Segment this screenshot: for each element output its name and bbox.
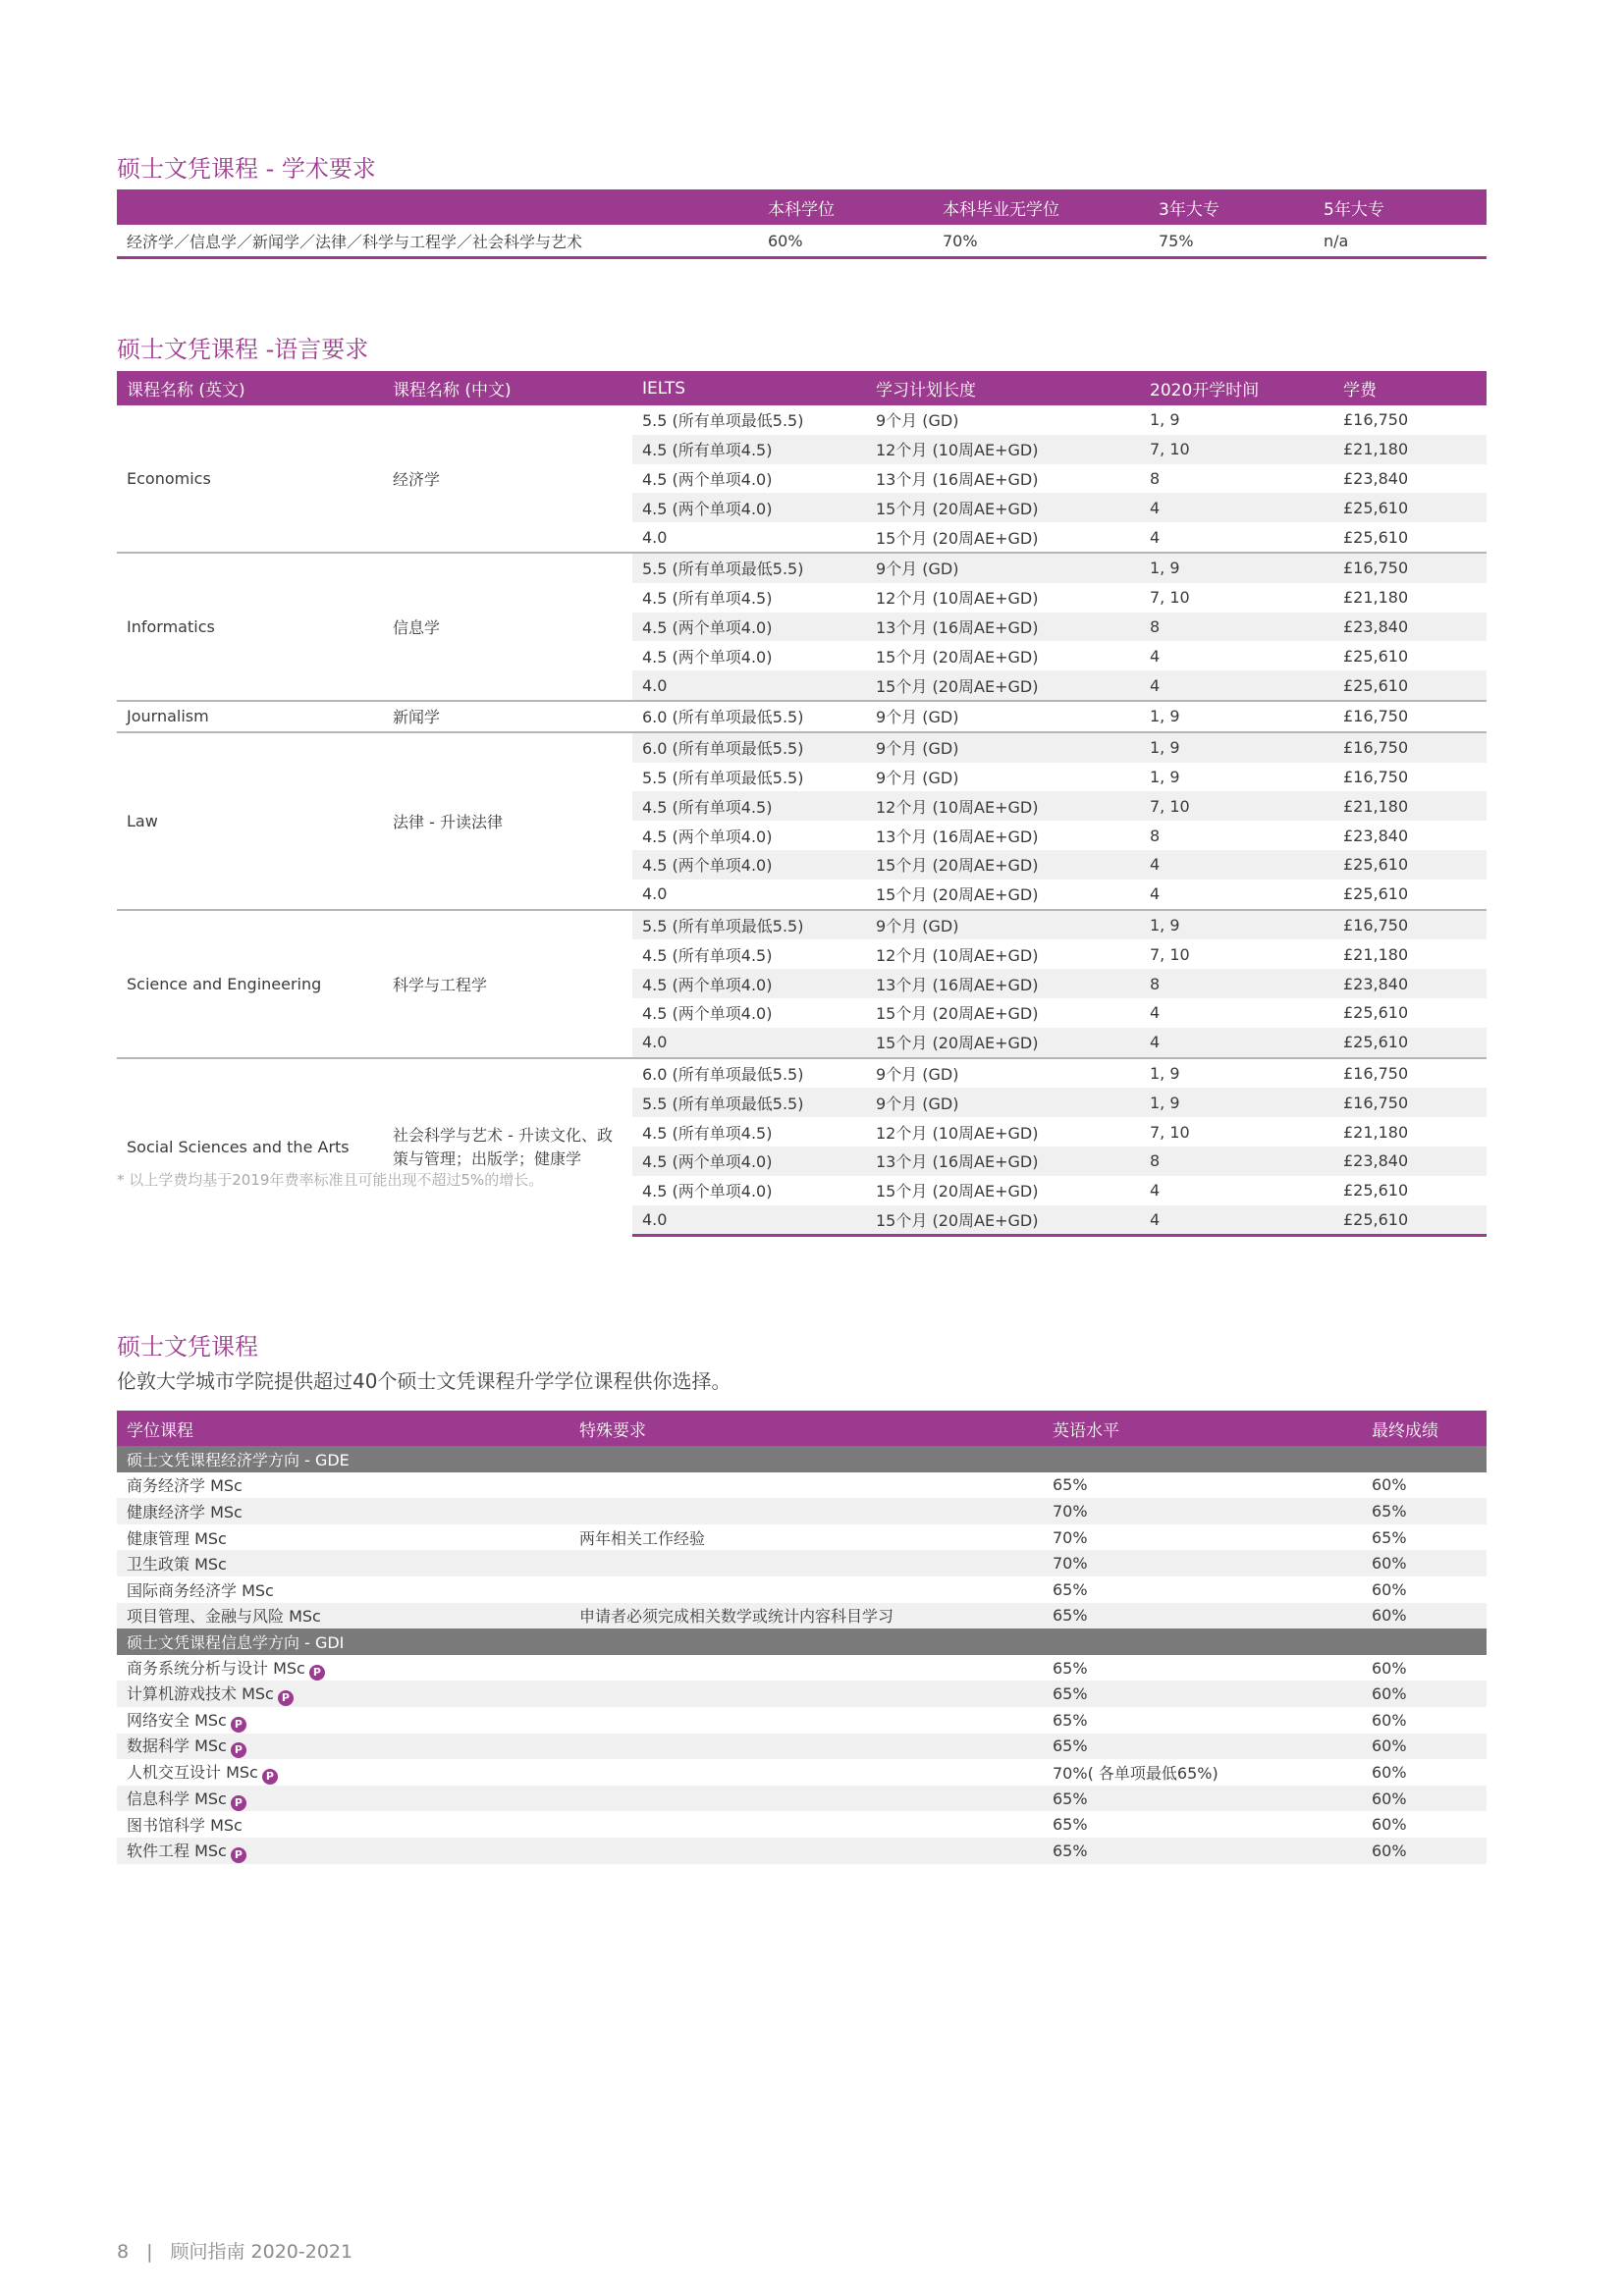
intake-cell: 7, 10 (1140, 791, 1333, 821)
duration-cell: 15个月 (20周AE+GD) (876, 1004, 1039, 1024)
duration-cell: 9个月 (GD) (866, 553, 1140, 583)
fee-cell: £16,750 (1343, 767, 1409, 786)
duration-cell: 9个月 (GD) (876, 768, 959, 787)
duration-cell: 12个月 (10周AE+GD) (876, 945, 1039, 965)
duration-cell: 9个月 (GD) (866, 732, 1140, 763)
p-badge-icon: P (309, 1665, 325, 1681)
language-row (117, 732, 1487, 763)
footer-separator: | (146, 2241, 153, 2263)
academic-cell: 75% (1149, 225, 1314, 258)
ielts-cell: 4.5 (两个单项4.0) (642, 1004, 773, 1024)
duration-cell: 12个月 (10周AE+GD) (876, 1123, 1039, 1143)
p-badge-icon: P (231, 1795, 246, 1811)
language-row (117, 553, 1487, 583)
duration-cell: 15个月 (20周AE+GD) (876, 647, 1039, 667)
program-name: 国际商务经济学 MSc (127, 1580, 274, 1600)
special-requirement-cell (569, 1811, 1043, 1838)
special-requirement-cell (569, 1759, 1043, 1786)
intake-cell: 4 (1140, 493, 1333, 522)
intake-cell: 1, 9 (1140, 701, 1333, 732)
final-grade-cell: 60% (1362, 1550, 1487, 1576)
special-requirement-cell (569, 1681, 1043, 1707)
ielts-cell: 4.5 (两个单项4.0) (632, 1147, 866, 1176)
special-requirement-cell (569, 1838, 1043, 1864)
fee-cell: £25,610 (1333, 1205, 1487, 1236)
program-row (117, 1681, 1487, 1707)
ielts-cell: 4.5 (所有单项4.5) (632, 791, 866, 821)
fee-cell: £25,610 (1343, 527, 1409, 547)
course-name-zh: 法律 - 升读法律 (383, 732, 632, 910)
fee-cell: £21,180 (1343, 588, 1409, 608)
duration-cell: 9个月 (GD) (866, 701, 1140, 732)
ielts-cell: 6.0 (所有单项最低5.5) (632, 732, 866, 763)
final-grade-cell: 60% (1372, 1475, 1407, 1495)
fee-cell: £21,180 (1343, 1122, 1409, 1142)
special-requirement-cell (569, 1786, 1043, 1812)
programs-table (117, 1411, 1487, 1864)
english-level-cell: 65% (1043, 1734, 1362, 1760)
ielts-cell: 4.5 (两个单项4.0) (642, 647, 773, 667)
intake-cell: 4 (1150, 1003, 1161, 1023)
program-name: 数据科学 MSc (127, 1736, 227, 1756)
fee-cell: £25,610 (1333, 493, 1487, 522)
program-name-cell (117, 1759, 569, 1786)
ielts-cell: 5.5 (所有单项最低5.5) (632, 910, 866, 940)
special-requirement-cell: 两年相关工作经验 (579, 1528, 706, 1548)
duration-cell: 9个月 (GD) (866, 1058, 1140, 1089)
ielts-cell: 4.5 (两个单项4.0) (632, 613, 866, 642)
english-level-cell: 65% (1053, 1579, 1088, 1599)
program-name-cell (117, 1576, 569, 1603)
course-name-zh: 科学与工程学 (383, 910, 632, 1058)
fee-cell: £16,750 (1333, 1058, 1487, 1089)
intake-cell: 1, 9 (1140, 910, 1333, 940)
course-name-zh: 信息学 (383, 553, 632, 701)
language-row (117, 1058, 1487, 1089)
academic-cell: n/a (1314, 225, 1487, 258)
ielts-cell: 4.0 (642, 527, 668, 547)
english-level-cell: 70% (1043, 1498, 1362, 1524)
program-name-cell (117, 1603, 569, 1629)
intake-cell: 8 (1140, 969, 1333, 998)
final-grade-cell: 65% (1372, 1527, 1407, 1547)
tuition-footnote: * 以上学费均基于2019年费率标准且可能出现不超过5%的增长。 (117, 1171, 544, 1189)
ielts-cell: 4.5 (两个单项4.0) (632, 850, 866, 880)
language-requirements-table (117, 371, 1487, 1237)
english-level-cell: 65% (1053, 1475, 1088, 1495)
course-name-en: Economics (117, 405, 383, 553)
program-name: 图书馆科学 MSc (127, 1816, 243, 1836)
ielts-cell: 5.5 (所有单项最低5.5) (632, 553, 866, 583)
english-level-cell: 65% (1043, 1681, 1362, 1707)
intake-cell: 4 (1140, 1205, 1333, 1236)
program-name-cell (117, 1811, 569, 1838)
duration-cell: 15个月 (20周AE+GD) (866, 1205, 1140, 1236)
intake-cell: 7, 10 (1140, 435, 1333, 464)
fee-cell: £16,750 (1333, 1088, 1487, 1117)
ielts-cell: 4.0 (642, 884, 668, 904)
p-badge-icon: P (262, 1769, 278, 1785)
fee-cell: £25,610 (1343, 646, 1409, 666)
duration-cell: 13个月 (16周AE+GD) (876, 827, 1039, 846)
special-requirement-cell (569, 1576, 1043, 1603)
ielts-cell: 4.0 (632, 1205, 866, 1236)
program-name: 软件工程 MSc (127, 1841, 227, 1860)
fee-cell: £25,610 (1343, 1003, 1409, 1023)
final-grade-cell: 60% (1362, 1603, 1487, 1629)
programs-header-cell: 最终成绩 (1362, 1411, 1487, 1446)
intake-cell: 8 (1150, 468, 1161, 488)
ielts-cell: 6.0 (所有单项最低5.5) (632, 1058, 866, 1089)
ielts-cell: 5.5 (所有单项最低5.5) (642, 411, 804, 431)
program-row (117, 1576, 1487, 1603)
duration-cell: 15个月 (20周AE+GD) (876, 1182, 1039, 1201)
program-name: 卫生政策 MSc (127, 1555, 227, 1575)
ielts-cell: 4.0 (632, 1028, 866, 1058)
program-name: 商务经济学 MSc (127, 1476, 243, 1496)
final-grade-cell: 60% (1362, 1786, 1487, 1812)
program-name-cell (117, 1498, 569, 1524)
final-grade-cell: 60% (1362, 1838, 1487, 1864)
special-requirement-cell (569, 1472, 1043, 1499)
programs-intro: 伦敦大学城市学院提供超过40个硕士文凭课程升学学位课程供你选择。 (117, 1369, 731, 1393)
intake-cell: 8 (1150, 826, 1161, 845)
language-row (117, 701, 1487, 732)
course-name-en: Science and Engineering (117, 910, 383, 1058)
language-header-cell: 课程名称 (英文) (117, 371, 383, 405)
fee-cell: £16,750 (1333, 553, 1487, 583)
course-name-zh: 社会科学与艺术 - 升读文化、政策与管理；出版学；健康学 (383, 1058, 632, 1236)
academic-cell: 70% (933, 225, 1149, 258)
program-name-cell (117, 1707, 569, 1734)
intake-cell: 4 (1140, 670, 1333, 701)
duration-cell: 13个月 (16周AE+GD) (866, 613, 1140, 642)
english-level-cell: 65% (1043, 1786, 1362, 1812)
special-requirement-cell (569, 1734, 1043, 1760)
fee-cell: £23,840 (1333, 969, 1487, 998)
english-level-cell: 65% (1053, 1710, 1088, 1730)
fee-cell: £23,840 (1333, 1147, 1487, 1176)
ielts-cell: 4.5 (两个单项4.0) (632, 493, 866, 522)
program-row (117, 1786, 1487, 1812)
program-name-cell (117, 1786, 569, 1812)
intake-cell: 4 (1150, 527, 1161, 547)
academic-requirements-table (117, 189, 1487, 259)
intake-cell: 7, 10 (1150, 588, 1190, 608)
ielts-cell: 4.5 (所有单项4.5) (632, 435, 866, 464)
ielts-cell: 5.5 (所有单项最低5.5) (642, 768, 804, 787)
duration-cell: 15个月 (20周AE+GD) (866, 670, 1140, 701)
english-level-cell: 65% (1053, 1658, 1088, 1678)
academic-cell: 经济学／信息学／新闻学／法律／科学与工程学／社会科学与艺术 (117, 225, 758, 258)
fee-cell: £21,180 (1333, 791, 1487, 821)
final-grade-cell: 60% (1362, 1734, 1487, 1760)
p-badge-icon: P (278, 1690, 294, 1706)
program-name-cell (117, 1655, 569, 1682)
final-grade-cell: 60% (1372, 1658, 1407, 1678)
fee-cell: £16,750 (1333, 910, 1487, 940)
program-row (117, 1707, 1487, 1734)
intake-cell: 1, 9 (1140, 553, 1333, 583)
intake-cell: 1, 9 (1140, 1058, 1333, 1089)
program-category-row (117, 1446, 1487, 1472)
intake-cell: 8 (1140, 1147, 1333, 1176)
english-level-cell: 70% (1043, 1550, 1362, 1576)
program-name: 信息科学 MSc (127, 1789, 227, 1808)
duration-cell: 12个月 (10周AE+GD) (866, 791, 1140, 821)
program-row (117, 1655, 1487, 1682)
course-name-zh: 新闻学 (383, 701, 632, 732)
program-row (117, 1498, 1487, 1524)
ielts-cell: 4.5 (两个单项4.0) (642, 827, 773, 846)
fee-cell: £16,750 (1333, 732, 1487, 763)
intake-cell: 4 (1150, 884, 1161, 904)
programs-header-cell: 英语水平 (1043, 1411, 1362, 1446)
program-name-cell (117, 1524, 569, 1551)
ielts-cell: 6.0 (所有单项最低5.5) (632, 701, 866, 732)
duration-cell: 15个月 (20周AE+GD) (866, 493, 1140, 522)
fee-cell: £25,610 (1333, 850, 1487, 880)
page-footer (117, 2237, 352, 2264)
final-grade-cell: 60% (1372, 1579, 1407, 1599)
english-level-cell: 65% (1043, 1603, 1362, 1629)
english-level-cell: 65% (1053, 1815, 1088, 1835)
program-name-cell (117, 1472, 569, 1499)
program-row (117, 1524, 1487, 1551)
special-requirement-cell (569, 1655, 1043, 1682)
academic-header-cell: 本科毕业无学位 (933, 189, 1149, 225)
language-header-cell: 学费 (1333, 371, 1487, 405)
program-row (117, 1734, 1487, 1760)
intake-cell: 4 (1140, 1028, 1333, 1058)
final-grade-cell: 65% (1362, 1498, 1487, 1524)
ielts-cell: 4.5 (两个单项4.0) (642, 1182, 773, 1201)
ielts-cell: 4.5 (两个单项4.0) (642, 469, 773, 489)
fee-cell: £23,840 (1343, 468, 1409, 488)
course-name-en: Law (117, 732, 383, 910)
language-row (117, 910, 1487, 940)
language-header-cell: 2020开学时间 (1140, 371, 1333, 405)
fee-cell: £21,180 (1343, 944, 1409, 964)
program-name: 项目管理、金融与风险 MSc (127, 1607, 321, 1627)
duration-cell: 12个月 (10周AE+GD) (866, 435, 1140, 464)
course-name-zh: 经济学 (383, 405, 632, 553)
duration-cell: 15个月 (20周AE+GD) (866, 850, 1140, 880)
ielts-cell: 5.5 (所有单项最低5.5) (632, 1088, 866, 1117)
duration-cell: 15个月 (20周AE+GD) (876, 528, 1039, 548)
program-name: 健康管理 MSc (127, 1528, 227, 1548)
ielts-cell: 4.0 (632, 670, 866, 701)
duration-cell: 9个月 (GD) (866, 910, 1140, 940)
program-row (117, 1838, 1487, 1864)
course-name-en: Social Sciences and the Arts (117, 1058, 383, 1236)
program-name-cell (117, 1734, 569, 1760)
language-header-cell: 课程名称 (中文) (383, 371, 632, 405)
special-requirement-cell (569, 1498, 1043, 1524)
program-row (117, 1472, 1487, 1499)
ielts-cell: 4.5 (所有单项4.5) (642, 589, 773, 609)
language-row (117, 405, 1487, 435)
program-name-cell (117, 1681, 569, 1707)
duration-cell: 13个月 (16周AE+GD) (876, 469, 1039, 489)
duration-cell: 15个月 (20周AE+GD) (876, 885, 1039, 905)
final-grade-cell: 60% (1372, 1710, 1407, 1730)
final-grade-cell: 60% (1362, 1681, 1487, 1707)
language-header-cell: 学习计划长度 (866, 371, 1140, 405)
duration-cell: 9个月 (GD) (876, 411, 959, 431)
fee-cell: £23,840 (1333, 613, 1487, 642)
fee-cell: £25,610 (1343, 884, 1409, 904)
program-name: 健康经济学 MSc (127, 1502, 243, 1522)
language-header-cell: IELTS (632, 371, 866, 405)
page-number: 8 (117, 2241, 130, 2263)
ielts-cell: 4.5 (所有单项4.5) (642, 945, 773, 965)
program-name-cell (117, 1838, 569, 1864)
program-category-label: 硕士文凭课程经济学方向 - GDE (117, 1446, 1487, 1472)
program-category-row (117, 1629, 1487, 1655)
intake-cell: 4 (1140, 850, 1333, 880)
intake-cell: 1, 9 (1140, 1088, 1333, 1117)
academic-cell: 60% (758, 225, 933, 258)
program-name: 计算机游戏技术 MSc (127, 1684, 274, 1704)
final-grade-cell: 60% (1372, 1815, 1407, 1835)
english-level-cell: 70% (1053, 1527, 1088, 1547)
program-name: 网络安全 MSc (127, 1710, 227, 1730)
academic-requirements-title: 硕士文凭课程 - 学术要求 (117, 155, 376, 183)
program-row (117, 1811, 1487, 1838)
intake-cell: 7, 10 (1150, 1122, 1190, 1142)
fee-cell: £23,840 (1343, 826, 1409, 845)
duration-cell: 9个月 (GD) (866, 1088, 1140, 1117)
academic-header-cell: 3年大专 (1149, 189, 1314, 225)
special-requirement-cell (569, 1707, 1043, 1734)
intake-cell: 1, 9 (1140, 732, 1333, 763)
course-name-en: Informatics (117, 553, 383, 701)
intake-cell: 4 (1150, 646, 1161, 666)
academic-header-cell: 5年大专 (1314, 189, 1487, 225)
duration-cell: 13个月 (16周AE+GD) (866, 1147, 1140, 1176)
program-row (117, 1759, 1487, 1786)
footer-title: 顾问指南 2020-2021 (170, 2241, 353, 2263)
intake-cell: 1, 9 (1150, 410, 1180, 430)
duration-cell: 15个月 (20周AE+GD) (866, 1028, 1140, 1058)
p-badge-icon: P (231, 1717, 246, 1733)
duration-cell: 12个月 (10周AE+GD) (876, 589, 1039, 609)
programs-title: 硕士文凭课程 (117, 1333, 258, 1361)
special-requirement-cell (569, 1550, 1043, 1576)
program-category-label: 硕士文凭课程信息学方向 - GDI (117, 1629, 1487, 1655)
academic-header-cell (117, 189, 758, 225)
duration-cell: 13个月 (16周AE+GD) (866, 969, 1140, 998)
p-badge-icon: P (231, 1742, 246, 1758)
ielts-cell: 4.5 (所有单项4.5) (642, 1123, 773, 1143)
english-level-cell: 65% (1043, 1838, 1362, 1864)
english-level-cell: 70%( 各单项最低65%) (1053, 1763, 1218, 1783)
fee-cell: £25,610 (1343, 1181, 1409, 1201)
intake-cell: 7, 10 (1150, 944, 1190, 964)
program-name: 商务系统分析与设计 MSc (127, 1658, 305, 1678)
program-row (117, 1603, 1487, 1629)
programs-header-cell: 特殊要求 (569, 1411, 1043, 1446)
language-requirements-title: 硕士文凭课程 -语言要求 (117, 336, 369, 363)
academic-row (117, 225, 1487, 258)
p-badge-icon: P (231, 1847, 246, 1863)
program-name-cell (117, 1550, 569, 1576)
intake-cell: 1, 9 (1150, 767, 1180, 786)
academic-header-cell: 本科学位 (758, 189, 933, 225)
special-requirement-cell: 申请者必须完成相关数学或统计内容科目学习 (569, 1603, 1043, 1629)
program-name: 人机交互设计 MSc (127, 1762, 258, 1782)
fee-cell: £21,180 (1333, 435, 1487, 464)
fee-cell: £25,610 (1333, 1028, 1487, 1058)
programs-header-cell: 学位课程 (117, 1411, 569, 1446)
program-row (117, 1550, 1487, 1576)
fee-cell: £16,750 (1333, 701, 1487, 732)
fee-cell: £25,610 (1333, 670, 1487, 701)
ielts-cell: 4.5 (两个单项4.0) (632, 969, 866, 998)
final-grade-cell: 60% (1372, 1762, 1407, 1782)
fee-cell: £16,750 (1343, 410, 1409, 430)
intake-cell: 4 (1150, 1181, 1161, 1201)
course-name-en: Journalism (117, 701, 383, 732)
intake-cell: 8 (1140, 613, 1333, 642)
